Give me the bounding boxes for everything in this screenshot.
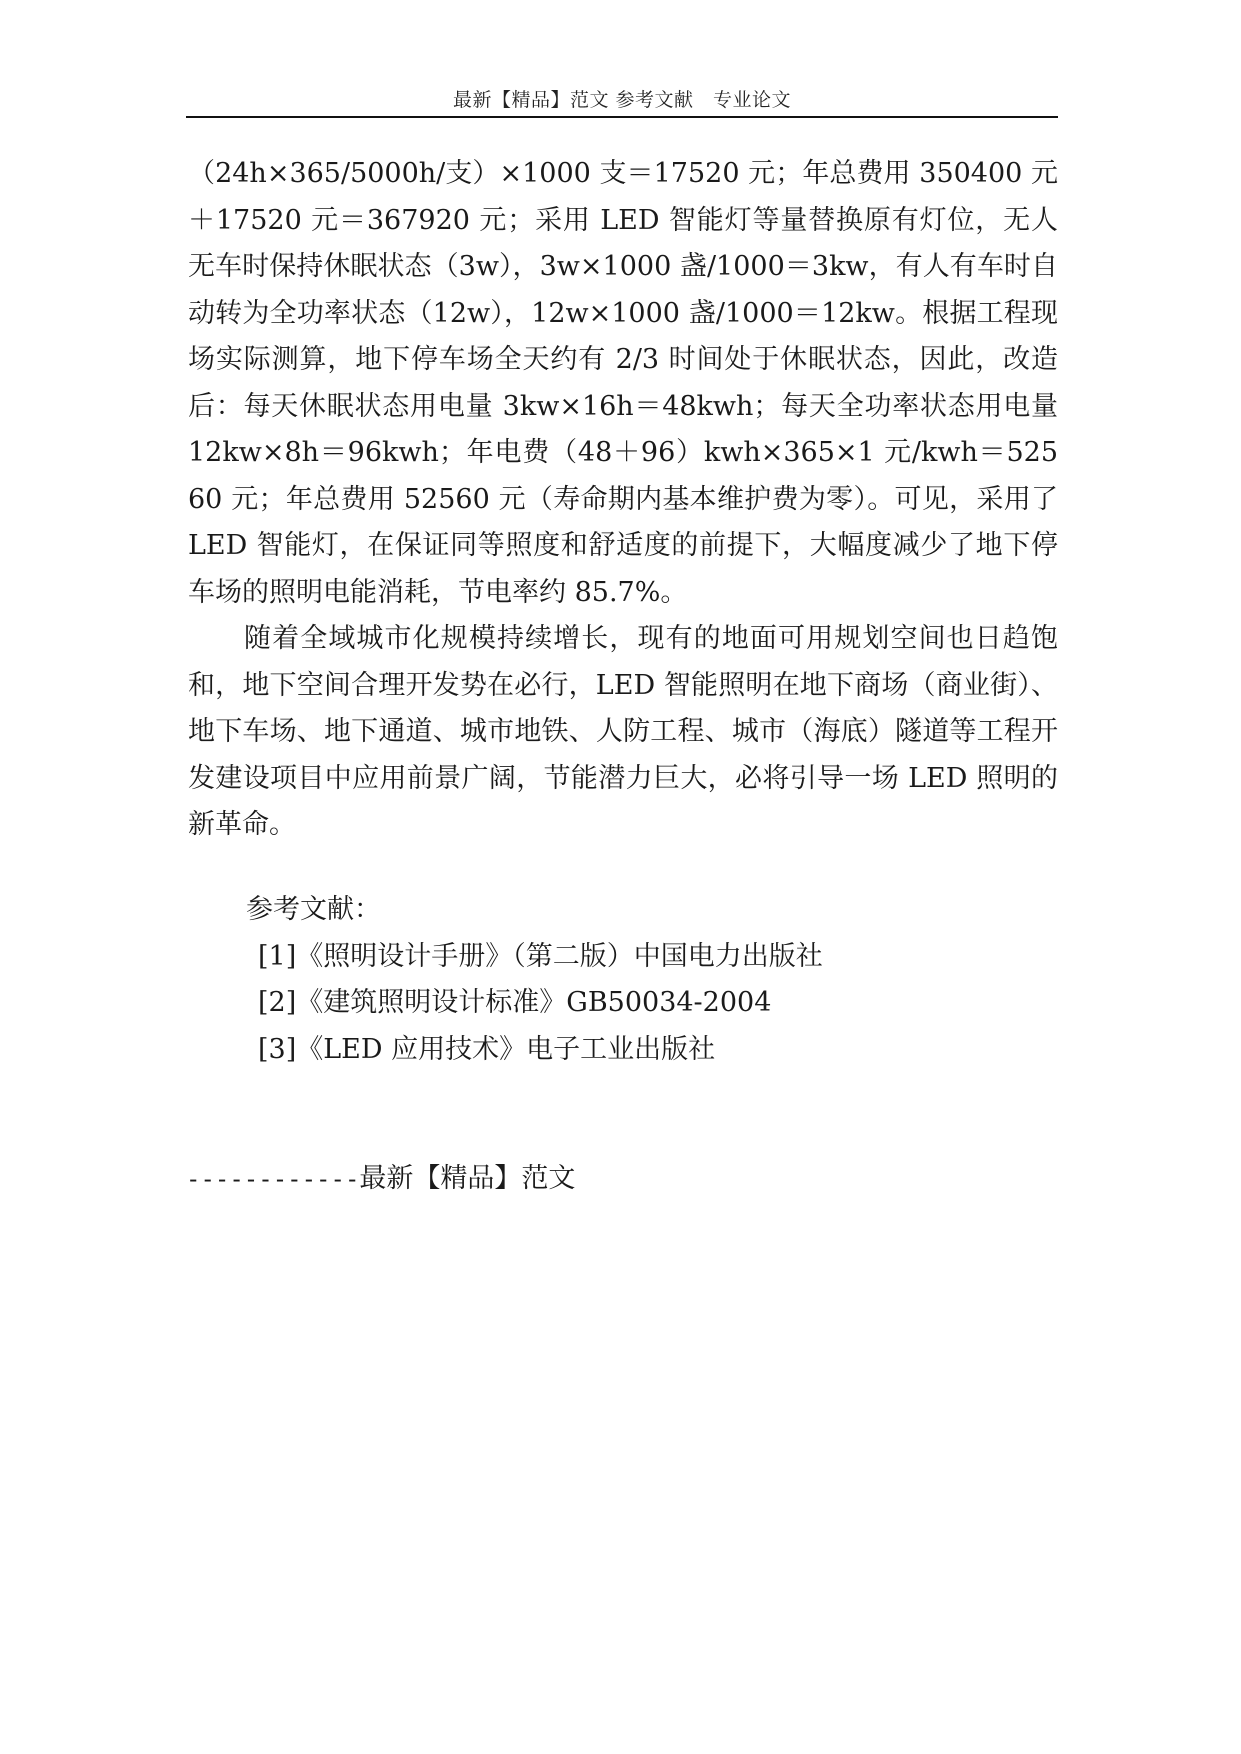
paragraph-cost-calculation: （24h×365/5000h/支）×1000 支＝17520 元；年总费用 350400 元＋17520 元＝367920 元；采用 LED 智能灯等量替换原有灯位，无人无车时保持休眠状态（3w），3w×1000 盏/1000＝3kw，有人有车时自动转为全功率状态（12w），12w×1000 盏/1000＝12kw。根据工程现场实际测算，地下停车场全天约有 2/3 时间处于休眠状态，因此，改造后：每天休眠状态用电量 3kw×16h＝48kwh；每天全功率状态用电量 12kw×8h＝96kwh；年电费（48＋96）kwh×365×1 元/kwh＝52560 元；年总费用 52560 元（寿命期内基本维护费为零）。可见，采用了 LED 智能灯，在保证同等照度和舒适度的前提下，大幅度减少了地下停车场的照明电能消耗，节电率约 85.7%。	[188, 158, 1058, 608]
body-text	[188, 151, 1058, 849]
page-header: 最新【精品】范文 参考文献 专业论文	[452, 89, 792, 111]
paragraph-outlook: 随着全域城市化规模持续增长，现有的地面可用规划空间也日趋饱和，地下空间合理开发势在必行，LED 智能照明在地下商场（商业街）、地下车场、地下通道、城市地铁、人防工程、城市（海底）隧道等工程开发建设项目中应用前景广阔，节能潜力巨大，必将引导一场 LED 照明的新革命。	[188, 623, 1058, 840]
reference-item: [3]《LED 应用技术》电子工业出版社	[258, 1033, 716, 1065]
footer-text: 最新【精品】范文	[359, 1163, 576, 1194]
references-section	[188, 887, 1058, 1073]
reference-item: [2]《建筑照明设计标准》GB50034-2004	[258, 987, 772, 1018]
footer-dashes: ------------	[186, 1165, 360, 1193]
page-footer	[186, 1159, 575, 1199]
reference-item: [1]《照明设计手册》（第二版）中国电力出版社	[258, 940, 823, 972]
references-title: 参考文献：	[246, 894, 381, 925]
header-divider	[186, 116, 1058, 118]
